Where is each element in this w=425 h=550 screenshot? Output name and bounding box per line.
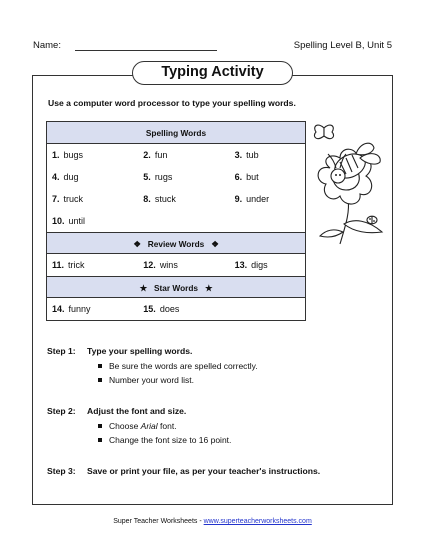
word-number: 10. [52,216,65,226]
word-text: trick [68,260,85,270]
star-icon-left: ★ [139,283,148,293]
step-text: Save or print your file, as per your teacher's instructions. [87,466,321,476]
word-number: 13. [234,260,248,270]
word-cell [47,144,138,166]
word-row [47,144,305,166]
word-text: rugs [154,172,173,182]
star-words-heading [47,276,305,298]
star-words-label: Star Words [153,283,199,293]
word-text: digs [251,260,268,270]
word-text: dug [63,172,79,182]
word-cell [138,188,229,210]
word-text: funny [68,304,91,314]
word-row [47,188,305,210]
word-cell [47,188,138,210]
word-text: under [246,194,270,204]
review-symbol-right: ❖ [211,239,219,249]
word-text: tub [246,150,259,160]
word-number: 5. [143,172,151,182]
spelling-words-heading: Spelling Words [47,122,305,144]
word-cell [47,166,138,188]
word-cell [230,144,305,166]
word-number: 2. [143,150,151,160]
word-text: fun [154,150,168,160]
bullet-icon [98,424,102,428]
word-number: 6. [234,172,243,182]
word-cell [138,298,229,320]
word-number: 15. [143,304,156,314]
word-text: bugs [63,150,84,160]
step-label: Step 1: [47,346,76,356]
word-cell [230,210,305,232]
unit-label: Spelling Level B, Unit 5 [293,40,392,51]
step-label: Step 2: [47,406,76,416]
review-words-label: Review Words [147,239,205,249]
word-text: stuck [154,194,176,204]
word-cell [138,210,229,232]
word-number: 8. [143,194,151,204]
word-row [47,166,305,188]
word-text: truck [63,194,84,204]
word-text: does [159,304,180,314]
word-number: 12. [143,260,156,270]
star-words-list [47,298,305,320]
word-cell [230,254,305,276]
word-row [47,210,305,232]
word-row [47,254,305,276]
review-words-heading [47,232,305,254]
step-bullet: Number your word list. [98,375,194,385]
footer [0,518,425,525]
star-icon-right: ★ [204,283,213,293]
word-number: 3. [234,150,243,160]
footer-link[interactable]: www.superteacherworksheets.com [203,518,312,525]
page-title: Typing Activity [132,61,293,85]
step-bullet: Change the font size to 16 point. [98,435,231,445]
review-words-list [47,254,305,276]
name-label: Name: [33,40,61,51]
bullet-icon [98,378,102,382]
word-table [46,121,306,321]
step-bullet: Choose Arial font. [98,421,177,431]
word-cell [47,210,138,232]
flower-bee-illustration [310,120,392,248]
review-symbol-left: ❖ [133,239,141,249]
spelling-words-list [47,144,305,232]
word-cell [230,298,305,320]
word-number: 7. [52,194,60,204]
word-text: wins [159,260,178,270]
word-cell [138,144,229,166]
word-number: 4. [52,172,60,182]
word-cell [230,188,305,210]
step-text: Adjust the font and size. [87,406,187,416]
word-number: 9. [234,194,243,204]
word-number: 14. [52,304,65,314]
step-bullet: Be sure the words are spelled correctly. [98,361,258,371]
word-cell [230,166,305,188]
word-cell [138,254,229,276]
step-label: Step 3: [47,466,76,476]
step-text: Type your spelling words. [87,346,193,356]
footer-text: Super Teacher Worksheets - [113,518,204,525]
bullet-icon [98,364,102,368]
word-row [47,298,305,320]
word-text: until [68,216,86,226]
word-number: 11. [52,260,65,270]
word-cell [47,254,138,276]
word-number: 1. [52,150,60,160]
word-text: but [246,172,259,182]
word-cell [47,298,138,320]
word-cell [138,166,229,188]
intro-text: Use a computer word processor to type your spelling words. [48,98,296,108]
name-line [75,50,217,51]
bullet-icon [98,438,102,442]
